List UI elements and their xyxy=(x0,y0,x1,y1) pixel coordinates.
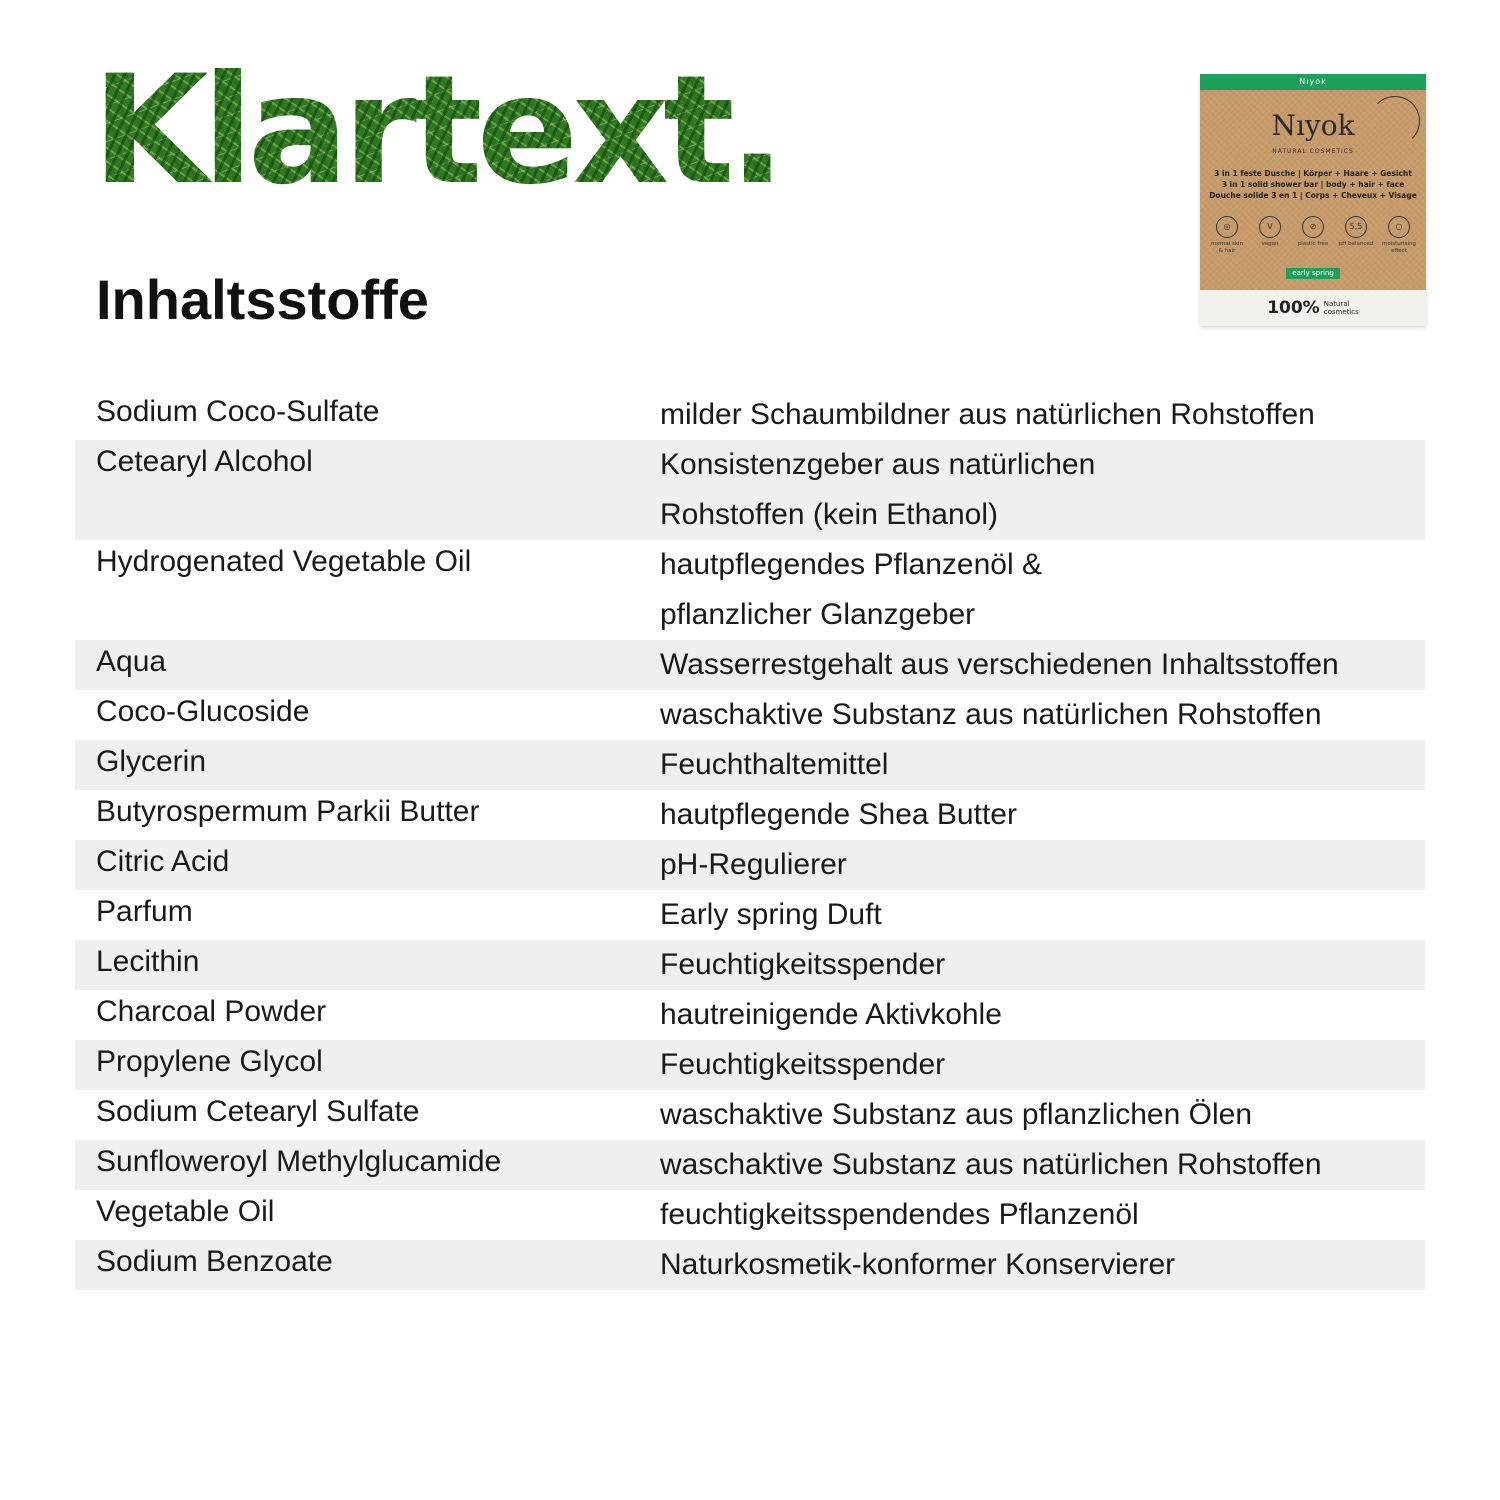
ingredient-description-line: waschaktive Substanz aus pflanzlichen Ölen xyxy=(660,1098,1253,1131)
ingredient-description xyxy=(660,533,1425,640)
ingredient-description xyxy=(660,383,1425,440)
package-brand: Nıyok xyxy=(1271,109,1355,142)
ingredient-description xyxy=(660,983,1425,1040)
badge-label: plastic free xyxy=(1297,241,1329,247)
ingredient-name: Sodium Benzoate xyxy=(96,1245,333,1278)
table-row xyxy=(75,440,1425,540)
natural-line: Natural xyxy=(1323,300,1350,308)
ingredient-description-line: hautpflegende Shea Butter xyxy=(660,798,1017,831)
ingredient-description xyxy=(660,833,1425,890)
package-variant: early spring xyxy=(1286,268,1340,279)
headline: Klartext. xyxy=(92,44,780,218)
ingredient-name: Aqua xyxy=(96,645,167,678)
vegan-icon: V xyxy=(1259,216,1281,238)
ingredient-description xyxy=(660,1183,1425,1240)
ingredient-description-line: Early spring Duft xyxy=(660,898,882,931)
ingredient-name: Citric Acid xyxy=(96,845,230,878)
ingredient-description-line: Feuchtigkeitsspender xyxy=(660,1048,946,1081)
ingredient-description-line: milder Schaumbildner aus natürlichen Rohstoffen xyxy=(660,398,1315,431)
ingredient-name: Charcoal Powder xyxy=(96,995,327,1028)
ingredient-name: Sunfloweroyl Methylglucamide xyxy=(96,1145,502,1178)
package-desc-line: Douche solide 3 en 1 | Corps + Cheveux + Visage xyxy=(1209,191,1417,200)
package-natural-band xyxy=(1200,290,1426,326)
package-percent: 100% xyxy=(1267,298,1320,318)
package-badges xyxy=(1208,216,1418,255)
ingredient-name: Propylene Glycol xyxy=(96,1045,323,1078)
package-natural-label xyxy=(1324,300,1359,316)
ingredient-description xyxy=(660,883,1425,940)
ingredient-description-line: waschaktive Substanz aus natürlichen Rohstoffen xyxy=(660,698,1322,731)
ingredient-description-line: hautreinigende Aktivkohle xyxy=(660,998,1002,1031)
natural-line: cosmetics xyxy=(1323,308,1359,316)
ingredient-description xyxy=(660,933,1425,990)
badge-label: normal skin & hair xyxy=(1210,241,1244,254)
ingredient-name: Coco-Glucoside xyxy=(96,695,310,728)
package-badge xyxy=(1380,216,1418,255)
ingredient-description-line: Feuchtigkeitsspender xyxy=(660,948,946,981)
ingredient-description-line: Naturkosmetik-konformer Konservierer xyxy=(660,1248,1176,1281)
badge-label: moisturising effect xyxy=(1382,241,1416,254)
section-title: Inhaltsstoffe xyxy=(96,268,429,331)
package-description xyxy=(1206,168,1420,201)
ingredient-description-line: Konsistenzgeber aus natürlichen xyxy=(660,448,1096,481)
ingredient-description-line: pflanzlicher Glanzgeber xyxy=(660,598,976,631)
ingredient-description-line: pH-Regulierer xyxy=(660,848,847,881)
badge-label: vegan xyxy=(1261,241,1279,247)
ingredient-name: Hydrogenated Vegetable Oil xyxy=(96,545,472,578)
ingredient-description xyxy=(660,683,1425,740)
ingredient-name: Glycerin xyxy=(96,745,207,778)
package-lid: Nıyok xyxy=(1200,74,1426,90)
ingredient-description xyxy=(660,1233,1425,1290)
table-row xyxy=(75,1240,1425,1290)
product-package-image xyxy=(1200,74,1426,326)
skin-hair-icon: ◎ xyxy=(1216,216,1238,238)
package-subbrand: NATURAL COSMETICS xyxy=(1272,148,1354,155)
ingredient-description-line: Wasserrestgehalt aus verschiedenen Inhaltsstoffen xyxy=(660,648,1339,681)
ingredient-description-line: waschaktive Substanz aus natürlichen Rohstoffen xyxy=(660,1148,1322,1181)
ingredient-name: Parfum xyxy=(96,895,193,928)
package-badge xyxy=(1208,216,1246,255)
ingredient-description xyxy=(660,1133,1425,1190)
package-badge xyxy=(1337,216,1375,255)
ingredient-name: Sodium Cetearyl Sulfate xyxy=(96,1095,420,1128)
ingredient-description xyxy=(660,733,1425,790)
package-desc-line: 3 in 1 feste Dusche | Körper + Haare + Gesicht xyxy=(1214,169,1412,178)
drop-icon: ○ xyxy=(1388,216,1410,238)
ingredient-description-line: Rohstoffen (kein Ethanol) xyxy=(660,498,998,531)
ingredient-description xyxy=(660,783,1425,840)
ph-icon: 5,5 xyxy=(1345,216,1367,238)
ingredient-description xyxy=(660,1033,1425,1090)
ingredient-name: Sodium Coco-Sulfate xyxy=(96,395,380,428)
ingredient-name: Cetearyl Alcohol xyxy=(96,445,313,478)
ingredient-name: Butyrospermum Parkii Butter xyxy=(96,795,480,828)
ingredient-name: Lecithin xyxy=(96,945,200,978)
ingredient-description xyxy=(660,1083,1425,1140)
package-badge xyxy=(1294,216,1332,255)
ingredient-description-line: hautpflegendes Pflanzenöl & xyxy=(660,548,1042,581)
ingredients-table xyxy=(75,390,1425,1290)
ingredient-description-line: Feuchthaltemittel xyxy=(660,748,889,781)
badge-label: pH balanced xyxy=(1338,241,1374,247)
ingredient-description-line: feuchtigkeitsspendendes Pflanzenöl xyxy=(660,1198,1139,1231)
ingredient-description xyxy=(660,633,1425,690)
ingredient-name: Vegetable Oil xyxy=(96,1195,275,1228)
package-badge xyxy=(1251,216,1289,255)
table-row xyxy=(75,540,1425,640)
ingredient-description xyxy=(660,433,1425,540)
package-desc-line: 3 in 1 solid shower bar | body + hair + face xyxy=(1221,180,1405,189)
plastic-free-icon: ⊘ xyxy=(1302,216,1324,238)
